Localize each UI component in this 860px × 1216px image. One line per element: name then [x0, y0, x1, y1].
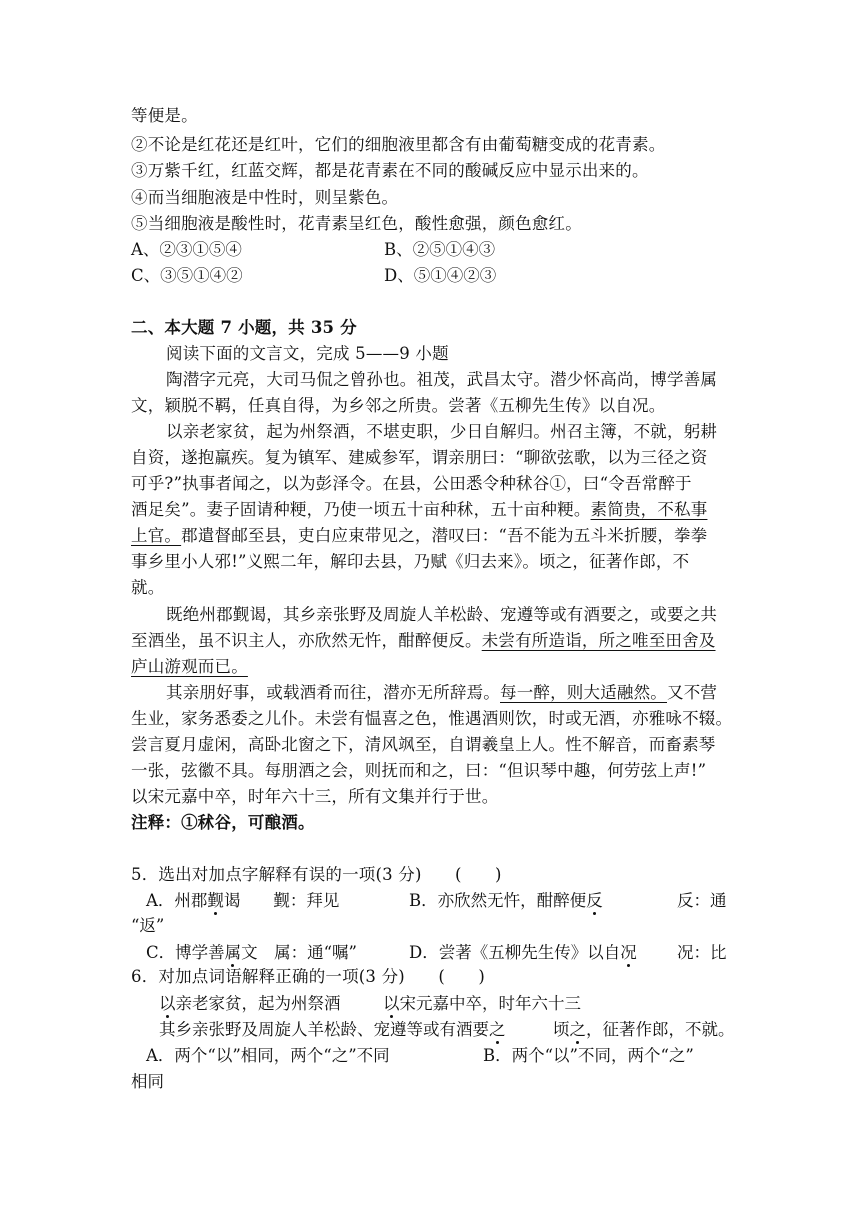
- q4-intro-tail: 等便是。: [131, 106, 198, 125]
- q6-phrase-3: [159, 1018, 506, 1042]
- q6-option-a: A．两个“以”相同，两个“之”不同: [146, 1046, 390, 1065]
- option-text: C．博学善: [146, 943, 225, 962]
- phrase-text: 宋元嘉中卒，时年六十三: [399, 994, 581, 1013]
- q5-option-b: [409, 889, 603, 913]
- underlined-sentence-2: 未尝有所造诣，所之唯至田舍及: [481, 631, 716, 650]
- passage-p4-line3: 尝言夏月虚闲，高卧北窗之下，清风飒至，自谓羲皇上人。性不解音，而畜素琴: [131, 735, 716, 754]
- q6-phrase-1: [159, 992, 341, 1016]
- q6-option-b-continued: 相同: [131, 1072, 164, 1091]
- passage-p2-line5: [131, 524, 707, 548]
- q4-sentence-3: ③万紫千红，红蓝交辉，都是花青素在不同的酸碱反应中显示出来的。: [131, 161, 649, 180]
- underlined-sentence-1: 素简贵，不私事: [590, 500, 708, 519]
- option-text: A．州郡: [146, 891, 208, 910]
- passage-p2-line7: 就。: [131, 578, 165, 597]
- underlined-sentence-2-end: 庐山游观而已。: [131, 657, 248, 676]
- passage-p2-line1: 以亲老家贫，起为州祭酒，不堪吏职，少日自解归。州召主簿，不就，躬耕: [166, 422, 718, 441]
- passage-p2-line2: 自资，遂抱羸疾。复为镇军、建威参军，谓亲朋曰：“聊欲弦歌，以为三径之资: [131, 448, 708, 467]
- phrase-text: ，征著作郎，不就。: [586, 1020, 735, 1039]
- option-text: B．亦欣然无忤，酣醉便: [409, 891, 587, 910]
- q4-choice-d: D、⑤①④②③: [384, 266, 497, 285]
- underlined-sentence-3: 每一醉，则大适融然。: [500, 683, 667, 702]
- passage-p2-line4: [131, 498, 707, 522]
- passage-p3-line1: 既绝州郡觐谒，其乡亲张野及周旋人羊松龄、宠遵等或有酒要之，或要之共: [166, 605, 718, 624]
- q4-sentence-4: ④而当细胞液是中性时，则呈紫色。: [131, 188, 399, 207]
- passage-note: 注释：①秫谷，可酿酒。: [131, 813, 315, 832]
- q5-option-a: [146, 889, 339, 913]
- q5-option-c: [146, 941, 357, 965]
- dotted-char: 之: [489, 1020, 506, 1039]
- option-text: 文 属：通“嘱”: [241, 943, 357, 962]
- passage-p2-line6: 事乡里小人邪!”义熙二年，解印去县，乃赋《归去来》。顷之，征著作郎，不: [131, 552, 690, 571]
- passage-p1-line2: 文，颖脱不羁，任真自得，为乡邻之所贵。尝著《五柳先生传》以自况。: [131, 396, 666, 415]
- phrase-text: 顷: [553, 1020, 570, 1039]
- q6-phrase-2: [383, 992, 581, 1016]
- option-text: D．尝著《五柳先生传》以自: [409, 943, 621, 962]
- q4-sentence-5: ⑤当细胞液是酸性时，花青素呈红色，酸性愈强，颜色愈红。: [131, 214, 582, 233]
- passage-text: 至酒坐，虽不识主人，亦欣然无忤，酣醉便反。: [131, 631, 482, 650]
- passage-text: 酒足矣”。妻子固请种粳，乃使一顷五十亩种秫，五十亩种粳。: [131, 500, 591, 519]
- dotted-char: 以: [383, 994, 400, 1013]
- q6-option-b: B．两个“以”不同，两个“之”: [483, 1046, 694, 1065]
- dotted-char: 觐: [207, 891, 224, 910]
- passage-p2-line3: 可乎?”执事者闻之，以为彭泽令。在县，公田悉令种秫谷①，曰“令吾常醉于: [131, 474, 692, 493]
- dotted-char: 属: [224, 943, 242, 962]
- passage-p3-line3: [131, 655, 248, 679]
- q5-option-d: [409, 941, 637, 965]
- dotted-char: 反: [586, 891, 603, 910]
- dotted-char: 之: [569, 1020, 586, 1039]
- section-instruction: 阅读下面的文言文，完成 5——9 小题: [166, 344, 449, 363]
- q4-choice-c: C、③⑤①④②: [131, 266, 243, 285]
- passage-p1-line1: 陶潜字元亮，大司马侃之曾孙也。祖茂，武昌太守。潜少怀高尚，博学善属: [166, 370, 718, 389]
- passage-p4-line2: 生业，家务悉委之儿仆。未尝有愠喜之色，惟遇酒则饮，时或无酒，亦雅咏不辍。: [131, 709, 733, 728]
- q6-stem: 6．对加点词语解释正确的一项(3 分) ( ): [131, 967, 485, 986]
- q4-choice-b: B、②⑤①④③: [384, 240, 496, 259]
- passage-text: 又不营: [667, 683, 718, 702]
- q5-stem: 5．选出对加点字解释有误的一项(3 分) ( ): [131, 865, 502, 884]
- dotted-char: 以: [159, 994, 176, 1013]
- option-text: 谒 觐：拜见: [223, 891, 340, 910]
- passage-p3-line2: [131, 629, 716, 653]
- passage-text: 郡遣督邮至县，吏白应束带见之，潜叹曰：“吾不能为五斗米折腰，拳拳: [181, 526, 708, 545]
- q4-sentence-2: ②不论是红花还是红叶，它们的细胞液里都含有由葡萄糖变成的花青素。: [131, 135, 666, 154]
- passage-text: 其亲朋好事，或载酒肴而往，潜亦无所辞焉。: [166, 683, 500, 702]
- q5-option-b-gloss: 反：通: [677, 891, 727, 910]
- passage-p4-line4: 一张，弦徽不具。每朋酒之会，则抚而和之，曰：“但识琴中趣，何劳弦上声!”: [131, 761, 707, 780]
- q6-phrase-4: [553, 1018, 735, 1042]
- dotted-char: 况: [620, 943, 637, 962]
- section-heading: 二、本大题 7 小题，共 35 分: [131, 318, 357, 337]
- passage-p4-line1: [166, 681, 717, 705]
- passage-p4-line5: 以宋元嘉中卒，时年六十三，所有文集并行于世。: [131, 787, 499, 806]
- underlined-sentence-1-end: 上官。: [131, 526, 182, 545]
- q5-option-b-continued: “返”: [131, 916, 165, 935]
- q5-option-d-gloss: 况：比: [677, 943, 727, 962]
- phrase-text: 其乡亲张野及周旋人羊松龄、宠遵等或有酒要: [159, 1020, 489, 1039]
- q4-choice-a: A、②③①⑤④: [131, 240, 242, 259]
- phrase-text: 亲老家贫，起为州祭酒: [175, 994, 341, 1013]
